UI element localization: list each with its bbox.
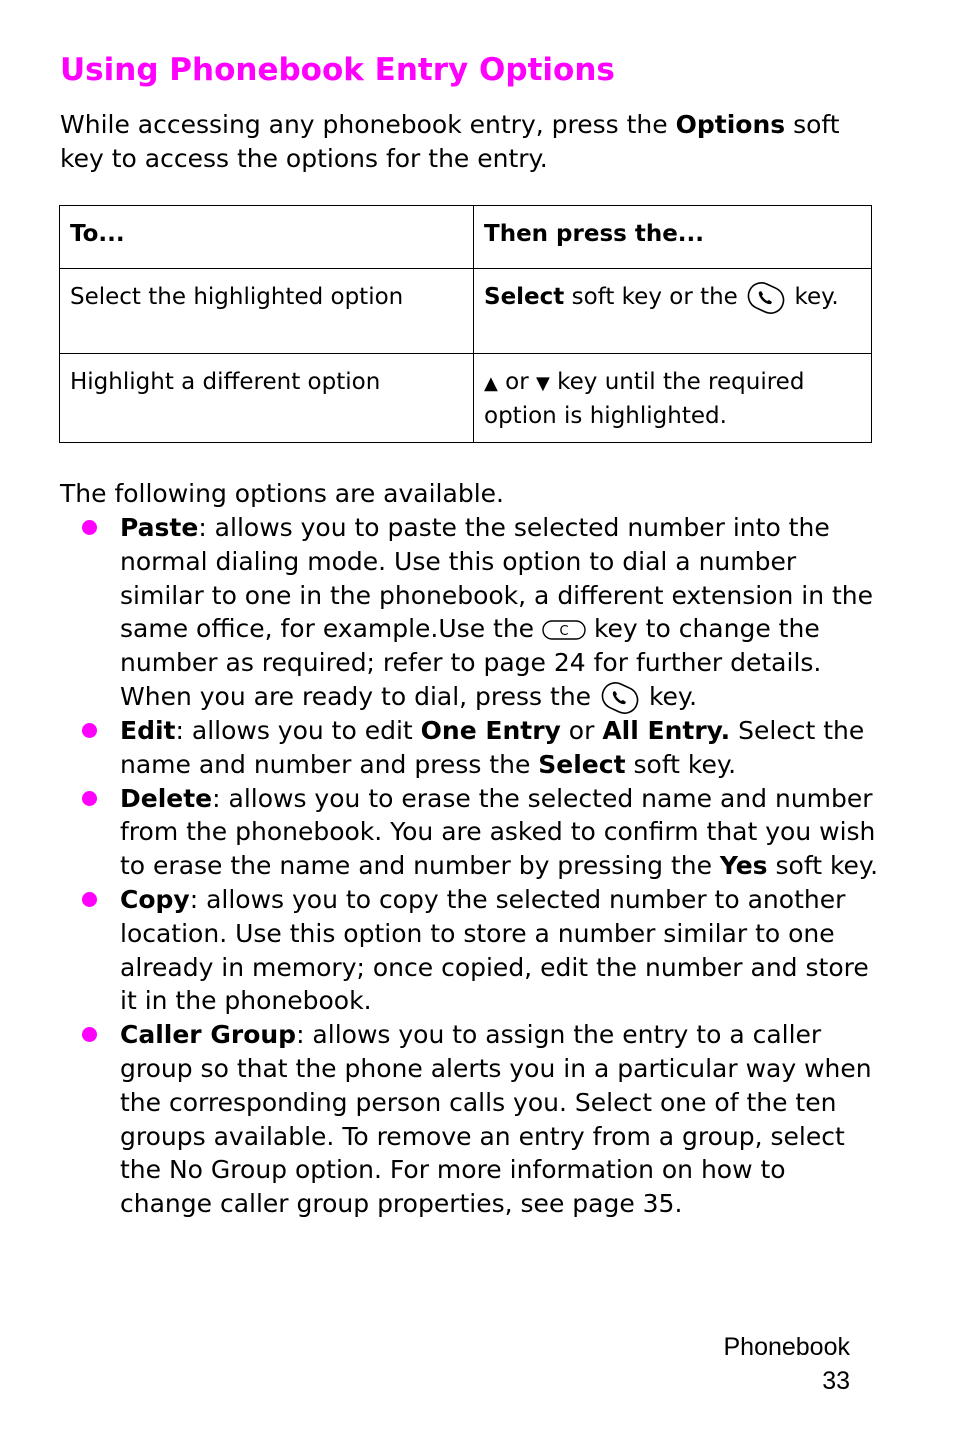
bullet-icon (82, 791, 97, 806)
edit-bold: One Entry (420, 715, 561, 745)
table-cell-to: Select the highlighted option (60, 269, 474, 354)
paste-text: : allows you to paste the selected number into the normal dialing mode. Use this option to dial a number similar to one in the phonebook, a different extension in the same office, for example.Use the (120, 513, 874, 644)
paste-text: key to change the number as required; refer to page 24 for further details. When you are ready to dial, press the (120, 614, 822, 711)
list-item-copy (60, 883, 880, 1018)
table-row (60, 269, 872, 354)
term-delete: Delete (120, 783, 213, 813)
edit-text: soft key. (625, 749, 737, 779)
press-text-end: key. (787, 284, 839, 310)
intro-text-before: While accessing any phonebook entry, press the (60, 110, 676, 139)
intro-options-bold: Options (675, 110, 786, 139)
delete-text: soft key. (767, 851, 879, 881)
bullet-icon (82, 723, 97, 738)
intro-text-after: soft key to access the options for the entry. (60, 110, 840, 173)
edit-text: : allows you to edit (175, 715, 421, 745)
table-header-to: To... (60, 206, 474, 269)
copy-text: : allows you to copy the selected number to another location. Use this option to store a number similar to one already in memory; once copied, edit the number and store it in the phonebook. (120, 884, 869, 1016)
page-number: 33 (822, 1367, 850, 1395)
term-caller-group: Caller Group (120, 1020, 297, 1050)
down-arrow-icon: ▼ (536, 373, 550, 394)
call-key-icon (745, 282, 787, 314)
bullet-icon (82, 520, 97, 535)
table-row (60, 354, 872, 443)
or-text: or (497, 369, 536, 395)
list-item-edit (60, 714, 880, 782)
list-item-delete (60, 782, 880, 883)
options-lead: The following options are available. (60, 479, 504, 508)
edit-bold: Select (538, 749, 626, 779)
paste-text: key. (641, 681, 698, 711)
table-cell-to: Highlight a different option (60, 354, 474, 443)
options-table (59, 205, 872, 443)
term-paste: Paste (120, 513, 199, 542)
page-footer (723, 1330, 850, 1398)
term-copy: Copy (120, 884, 190, 914)
list-item-caller-group (60, 1018, 880, 1221)
term-edit: Edit (120, 715, 176, 745)
bullet-icon (82, 1027, 97, 1042)
bullet-icon (82, 892, 97, 907)
footer-section: Phonebook (723, 1333, 850, 1361)
table-cell-press (474, 269, 872, 354)
page-title: Using Phonebook Entry Options (60, 52, 615, 88)
delete-bold: Yes (719, 851, 768, 881)
edit-text: Select the name and number and press the (120, 715, 865, 779)
edit-bold: All Entry. (602, 715, 731, 745)
select-bold: Select (484, 284, 565, 310)
options-list (60, 511, 880, 1221)
press-text-end: key until the required option is highlighted. (484, 369, 805, 429)
table-header-row (60, 206, 872, 269)
c-key-icon (542, 619, 586, 641)
intro-paragraph (60, 108, 880, 176)
table-header-then: Then press the... (474, 206, 872, 269)
caller-group-text: : allows you to assign the entry to a caller group so that the phone alerts you in a particular way when the corresponding person calls you. Select one of the ten groups available. To remove an entry from a group, select the No Group option. For more information on how to change caller group properties, see page 35. (120, 1020, 872, 1219)
press-text: soft key or the (564, 284, 746, 310)
up-arrow-icon: ▲ (484, 373, 498, 394)
table-cell-press (474, 354, 872, 443)
call-key-icon (599, 682, 641, 714)
list-item-paste (60, 511, 880, 714)
c-key-label: C (559, 624, 569, 640)
edit-text: or (560, 715, 603, 745)
delete-text: : allows you to erase the selected name and number from the phonebook. You are asked to confirm that you wish to erase the name and number by pressing the (120, 783, 876, 881)
